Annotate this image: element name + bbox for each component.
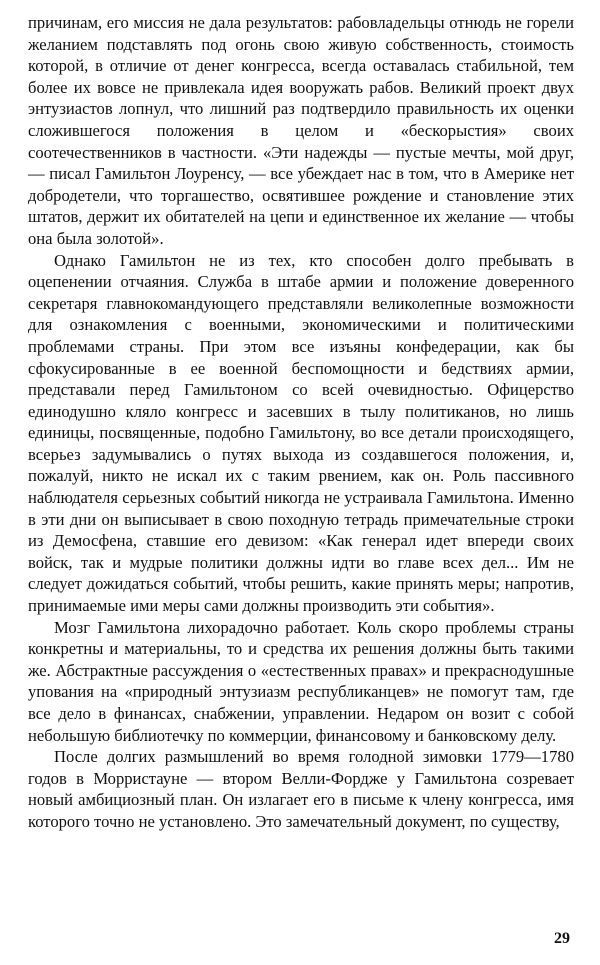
paragraph-winter-plan: После долгих размышлений во время голодной зимовки 1779—1780 годов в Морристауне — втором Велли-Фордже у Гамильтона созревает новый амбициозный план. Он излагает его в письме к члену конгресса, имя которого точно не установлено. Это замечательный документ, по существу, <box>28 747 574 831</box>
page-body <box>28 12 574 942</box>
paragraph-continuation: причинам, его миссия не дала результатов: рабовладельцы отнюдь не горели желанием подставлять под огонь свою живую собственность, стоимость которой, в отличие от денег конгресса, всегда оставалась стабильной, тем более их вовсе не привлекала идея вооружать рабов. Великий проект двух энтузиастов лопнул, что лишний раз подтвердило правильность их оценки сложившегося положения в целом и «бескорыстия» своих соотечественников в частности. «Эти надежды — пустые мечты, мой друг, — писал Гамильтон Лоуренсу, — все убеждает нас в том, что в Америке нет добродетели, что торгашество, освятившее рождение и становление этих штатов, держит их обитателей на цепи и единственное их желание — чтобы она была золотой». <box>28 13 574 248</box>
paragraph-hamilton-despair: Однако Гамильтон не из тех, кто способен долго пребывать в оцепенении отчаяния. Служба в штабе армии и положение доверенного секретаря главнокомандующего представляли великолепные возможности для ознакомления с военными, экономическими и политическими проблемами страны. При этом все изъяны конфедерации, как бы сфокусированные в ее военной беспомощности и бедствиях армии, представали перед Гамильтоном со всей очевидностью. Офицерство единодушно кляло конгресс и засевших в тылу политиканов, но лишь единицы, посвященные, подобно Гамильтону, во все детали происходящего, всерьез задумывались о путях выхода из создавшегося положения, и, пожалуй, никто не искал их с таким рвением, как он. Роль пассивного наблюдателя серьезных событий никогда не устраивала Гамильтона. Именно в эти дни он выписывает в свою походную тетрадь примечательные строки из Демосфена, ставшие его девизом: «Как генерал идет впереди своих войск, так и мудрые политики должны идти во главе всех дел... Им не следует дожидаться событий, чтобы решить, какие принять меры; напротив, принимаемые ими меры сами должны производить эти события». <box>28 250 574 616</box>
paragraph-hamilton-brain: Мозг Гамильтона лихорадочно работает. Коль скоро проблемы страны конкретны и материальны, то и средства их решения должны быть такими же. Абстрактные рассуждения о «естественных правах» и прекраснодушные упования на «природный энтузиазм республиканцев» не помогут там, где все дело в финансах, снабжении, управлении. Недаром он возит с собой небольшую библиотечку по коммерции, финансовому и банковскому делу. <box>28 617 574 745</box>
page-number: 29 <box>554 930 570 947</box>
